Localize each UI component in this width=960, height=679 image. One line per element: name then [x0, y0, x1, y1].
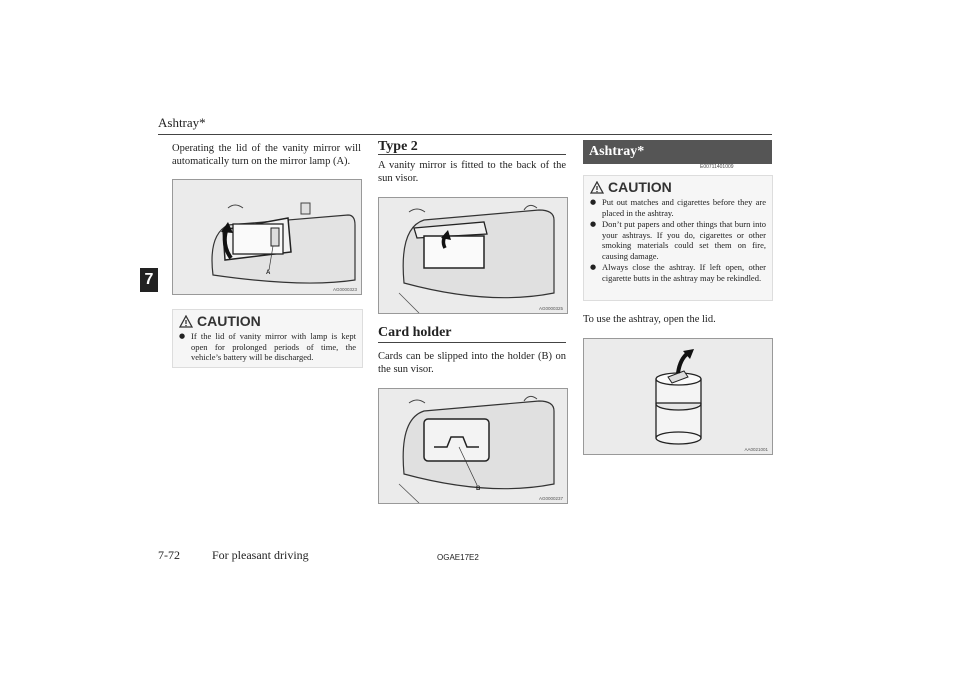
- caution-item: ● Don’t put papers and other things that burn into your ashtrays. If you do, cigarettes or other smoking materials could set them on fire, causing damage.: [590, 219, 766, 261]
- caution-heading: [173, 310, 362, 331]
- ashtray-heading: Ashtray*: [589, 144, 645, 159]
- section-heading-card-holder: Card holder: [378, 325, 452, 340]
- mirror-lamp-intro: Operating the lid of the vanity mirror will automatically turn on the mirror lamp (A).: [172, 143, 361, 167]
- bullet-icon: ●: [179, 332, 186, 340]
- bullet-icon: ●: [590, 263, 597, 271]
- footer-section-title: For pleasant driving: [212, 548, 309, 562]
- ashtray-heading-bar: [583, 140, 772, 164]
- section-heading-type-2: Type 2: [378, 139, 418, 154]
- caution-title: CAUTION: [608, 179, 672, 195]
- figure-vanity-mirror-lamp: [172, 179, 362, 295]
- ashtray-instruction: To use the ashtray, open the lid.: [583, 314, 716, 325]
- caution-item: ● Put out matches and cigarettes before they are placed in the ashtray.: [590, 197, 766, 218]
- section-code: E00711401009: [700, 164, 734, 170]
- page-header-title: Ashtray*: [158, 115, 206, 130]
- figure-card-holder: [378, 388, 568, 504]
- figure-vanity-mirror-type2: [378, 197, 568, 314]
- section-underline: [378, 342, 566, 343]
- caution-box-ashtray: [583, 175, 773, 301]
- callout-label-b: B: [476, 486, 481, 492]
- section-underline: [378, 154, 566, 155]
- page-number: 7-72: [158, 548, 180, 562]
- bullet-icon: ●: [590, 220, 597, 228]
- caution-box-mirror: [172, 309, 363, 368]
- figure-code: AG0000237: [538, 496, 563, 501]
- warning-triangle-icon: [179, 315, 193, 328]
- callout-label-a: A: [266, 270, 271, 276]
- header-divider: [158, 134, 772, 135]
- figure-code: AG0000325: [538, 306, 563, 311]
- caution-item: ● Always close the ashtray. If left open, other cigarette butts in the ashtray may be rekindled.: [590, 262, 766, 283]
- card-holder-text: Cards can be slipped into the holder (B) on the sun visor.: [378, 351, 566, 375]
- caution-heading: [584, 176, 772, 197]
- bullet-icon: ●: [590, 198, 597, 206]
- caution-item: ● If the lid of vanity mirror with lamp is kept open for prolonged periods of time, the vehicle’s battery will be discharged.: [179, 331, 356, 362]
- figure-code: AA0021001: [744, 447, 768, 452]
- type2-text: A vanity mirror is fitted to the back of the sun visor.: [378, 160, 566, 184]
- figure-ashtray: [583, 338, 773, 455]
- footer-document-code: OGAE17E2: [437, 553, 479, 562]
- chapter-tab: 7: [140, 268, 158, 292]
- caution-title: CAUTION: [197, 313, 261, 329]
- figure-code: AG0000323: [332, 287, 357, 292]
- warning-triangle-icon: [590, 181, 604, 194]
